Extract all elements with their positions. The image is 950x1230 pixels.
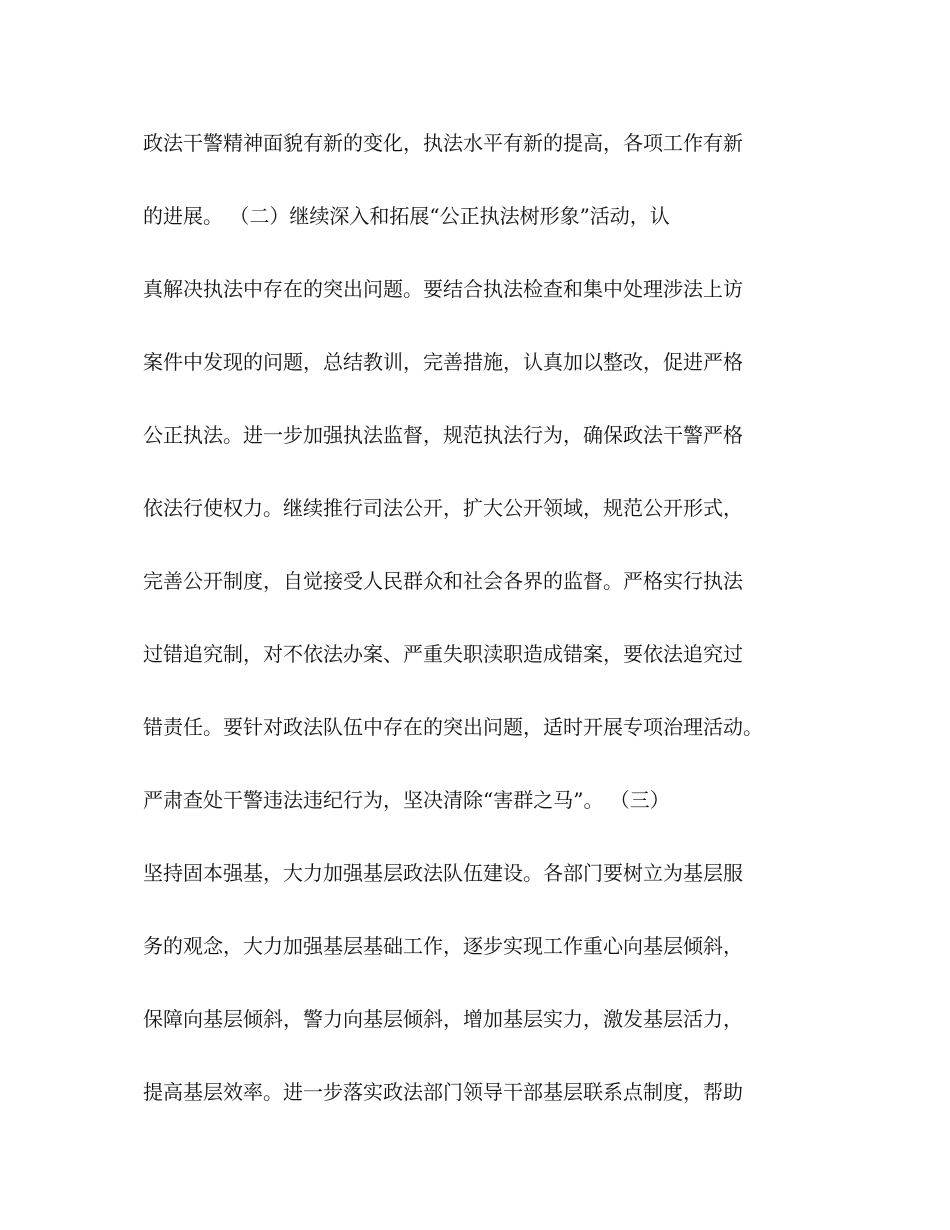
text-line: 真解决执法中存在的突出问题。要结合执法检查和集中处理涉法上访: [143, 277, 743, 301]
text-line: 公正执法。进一步加强执法监督，规范执法行为，确保政法干警严格: [143, 423, 743, 447]
text-line: 案件中发现的问题，总结教训，完善措施，认真加以整改，促进严格: [143, 350, 743, 374]
text-line: 坚持固本强基，大力加强基层政法队伍建设。各部门要树立为基层服: [143, 861, 743, 885]
text-line: 的进展。 （二）继续深入和拓展“公正执法树形象”活动，认: [143, 204, 670, 228]
text-line: 提高基层效率。进一步落实政法部门领导干部基层联系点制度，帮助: [143, 1080, 743, 1104]
text-line: 错责任。要针对政法队伍中存在的突出问题，适时开展专项治理活动。: [143, 715, 763, 739]
text-line: 保障向基层倾斜，警力向基层倾斜，增加基层实力，激发基层活力，: [143, 1007, 743, 1031]
text-line: 严肃查处干警违法违纪行为，坚决清除“害群之马”。 （三）: [143, 788, 670, 812]
text-line: 完善公开制度，自觉接受人民群众和社会各界的监督。严格实行执法: [143, 569, 743, 593]
text-line: 过错追究制，对不依法办案、严重失职渎职造成错案，要依法追究过: [143, 642, 743, 666]
text-line: 依法行使权力。继续推行司法公开，扩大公开领域，规范公开形式，: [143, 496, 743, 520]
text-line: 务的观念，大力加强基层基础工作，逐步实现工作重心向基层倾斜，: [143, 934, 743, 958]
text-line: 政法干警精神面貌有新的变化，执法水平有新的提高，各项工作有新: [143, 131, 743, 155]
body-text: [143, 125, 823, 1147]
